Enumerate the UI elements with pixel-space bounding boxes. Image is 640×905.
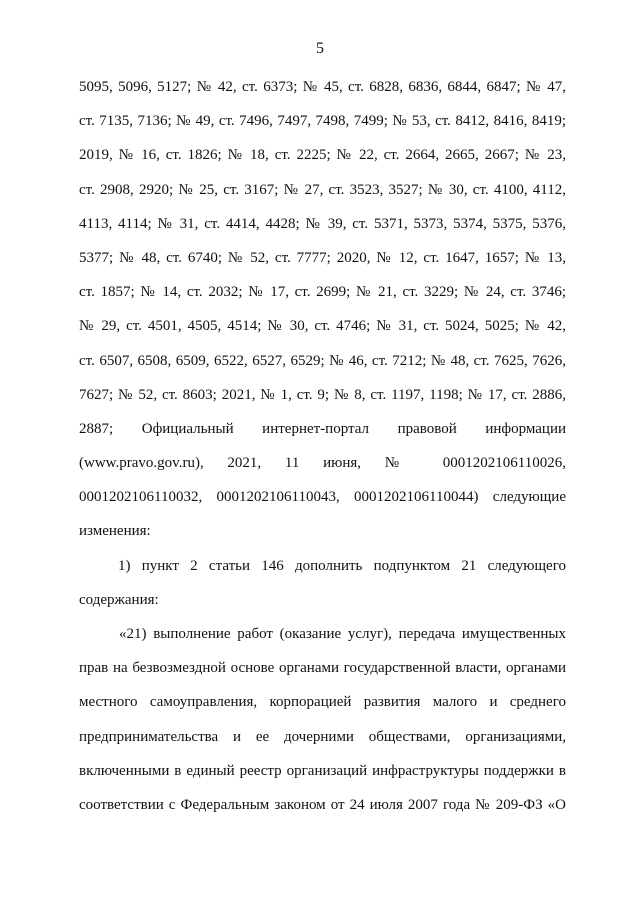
text-line: 0001202106110032, 0001202106110043, 0001202106110044) следующие — [79, 489, 566, 506]
text-line: ст. 7135, 7136; № 49, ст. 7496, 7497, 7498, 7499; № 53, ст. 8412, 8416, 8419; — [79, 113, 566, 130]
text-line: 2019, № 16, ст. 1826; № 18, ст. 2225; № 22, ст. 2664, 2665, 2667; № 23, — [79, 147, 566, 164]
text-line: 2887; Официальный интернет-портал правовой информации — [79, 420, 566, 437]
text-line: 5095, 5096, 5127; № 42, ст. 6373; № 45, ст. 6828, 6836, 6844, 6847; № 47, — [79, 79, 566, 95]
text-line: (www.pravo.gov.ru), 2021, 11 июня, № 0001202106110026, — [79, 455, 566, 472]
document-body — [79, 76, 566, 828]
text-line: местного самоуправления, корпорацией развития малого и среднего — [79, 694, 566, 711]
text-line: 4113, 4114; № 31, ст. 4414, 4428; № 39, ст. 5371, 5373, 5374, 5375, 5376, — [79, 215, 566, 232]
text-line: 5377; № 48, ст. 6740; № 52, ст. 7777; 2020, № 12, ст. 1647, 1657; № 13, — [79, 249, 566, 266]
text-line: ст. 2908, 2920; № 25, ст. 3167; № 27, ст. 3523, 3527; № 30, ст. 4100, 4112, — [79, 181, 566, 198]
text-line: 7627; № 52, ст. 8603; 2021, № 1, ст. 9; № 8, ст. 1197, 1198; № 17, ст. 2886, — [79, 386, 566, 403]
text-line: содержания: — [79, 591, 159, 608]
text-line: № 29, ст. 4501, 4505, 4514; № 30, ст. 4746; № 31, ст. 5024, 5025; № 42, — [79, 318, 566, 335]
text-line: предпринимательства и ее дочерними обществами, организациями, — [79, 728, 566, 745]
paragraph-first-line: 1) пункт 2 статьи 146 дополнить подпунктом 21 следующего — [118, 557, 566, 574]
text-line: ст. 1857; № 14, ст. 2032; № 17, ст. 2699; № 21, ст. 3229; № 24, ст. 3746; — [79, 284, 566, 301]
paragraph-first-line: «21) выполнение работ (оказание услуг), передача имущественных — [119, 626, 566, 642]
text-line: прав на безвозмездной основе органами государственной власти, органами — [79, 660, 566, 677]
text-line: изменения: — [79, 523, 151, 540]
text-line: включенными в единый реестр организаций инфраструктуры поддержки в — [79, 762, 566, 779]
text-line: соответствии с Федеральным законом от 24 июля 2007 года № 209-ФЗ «О — [79, 796, 566, 813]
text-line: ст. 6507, 6508, 6509, 6522, 6527, 6529; № 46, ст. 7212; № 48, ст. 7625, 7626, — [79, 352, 566, 369]
page-number: 5 — [316, 40, 324, 57]
